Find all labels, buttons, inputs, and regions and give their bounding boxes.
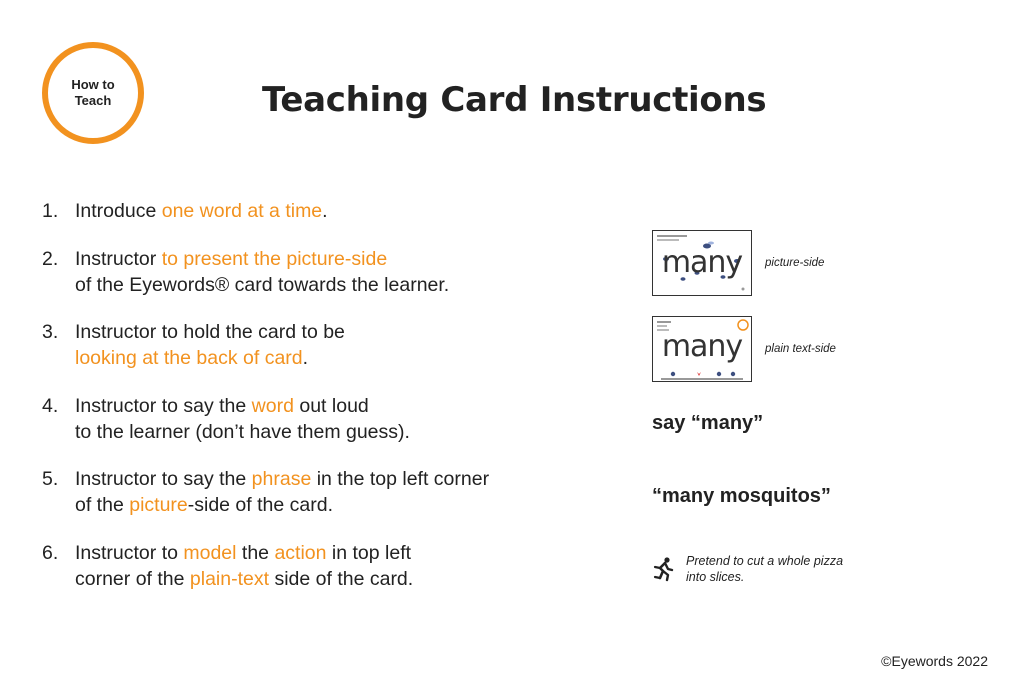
highlighted-text: picture bbox=[129, 494, 188, 516]
step-segment: side of the card. bbox=[269, 568, 414, 590]
step-text bbox=[75, 466, 489, 518]
step-line bbox=[75, 492, 489, 518]
step-text bbox=[75, 540, 413, 592]
step-segment: in top left bbox=[326, 542, 412, 564]
step-line bbox=[75, 466, 489, 492]
highlighted-text: phrase bbox=[251, 468, 312, 490]
plain-text-side-card bbox=[652, 316, 752, 382]
step-line bbox=[75, 345, 345, 371]
step-segment: Instructor to say the bbox=[75, 395, 252, 417]
copyright: ©Eyewords 2022 bbox=[881, 653, 988, 669]
step-number: 5. bbox=[42, 468, 59, 490]
step-line bbox=[75, 198, 328, 224]
step-line bbox=[75, 393, 410, 419]
say-word: say “many” bbox=[652, 412, 764, 434]
card-word: many bbox=[661, 245, 743, 280]
running-person-icon bbox=[650, 556, 676, 582]
step-line bbox=[75, 246, 449, 272]
picture-side-label: picture-side bbox=[765, 257, 825, 269]
highlighted-text: action bbox=[274, 542, 327, 564]
step-segment: of the bbox=[75, 494, 130, 516]
step-segment: Instructor to say the bbox=[75, 468, 252, 490]
badge-label: How to Teach bbox=[71, 77, 115, 108]
step-number: 6. bbox=[42, 542, 59, 564]
step-line bbox=[75, 272, 449, 298]
highlighted-text: model bbox=[183, 542, 237, 564]
step-segment: of the Eyewords® card towards the learner. bbox=[75, 274, 450, 296]
highlighted-text: word bbox=[251, 395, 294, 417]
step-segment: corner of the bbox=[75, 568, 190, 590]
highlighted-text: to present the picture-side bbox=[161, 248, 388, 270]
step-segment: Instructor bbox=[75, 248, 162, 270]
step-segment: Introduce bbox=[75, 200, 162, 222]
step-text bbox=[75, 246, 449, 298]
step-line bbox=[75, 319, 345, 345]
step-segment: Instructor to bbox=[75, 542, 184, 564]
page-title: Teaching Card Instructions bbox=[262, 80, 767, 120]
step-segment: . bbox=[322, 200, 328, 222]
card-word: many bbox=[661, 329, 743, 364]
picture-side-card bbox=[652, 230, 752, 296]
step-segment: in the top left corner bbox=[311, 468, 490, 490]
step-number: 1. bbox=[42, 200, 59, 222]
step-segment: the bbox=[236, 542, 275, 564]
step-segment: to the learner (don’t have them guess). bbox=[75, 421, 410, 443]
step-text bbox=[75, 393, 410, 445]
step-text bbox=[75, 198, 328, 224]
step-number: 2. bbox=[42, 248, 59, 270]
plain-text-side-label: plain text-side bbox=[765, 343, 836, 355]
action-description: Pretend to cut a whole pizza into slices. bbox=[686, 554, 844, 584]
how-to-teach-badge bbox=[42, 42, 144, 144]
step-segment: . bbox=[302, 347, 309, 369]
step-segment: out loud bbox=[293, 395, 369, 417]
highlighted-text: plain-text bbox=[189, 568, 270, 590]
step-segment: Instructor to hold the card to be bbox=[75, 321, 345, 343]
phrase: “many mosquitos” bbox=[652, 485, 831, 507]
step-segment: -side of the card. bbox=[187, 494, 333, 516]
step-text bbox=[75, 319, 345, 371]
highlighted-text: one word at a time bbox=[161, 200, 323, 222]
highlighted-text: looking at the back of card bbox=[75, 347, 303, 369]
step-number: 4. bbox=[42, 395, 59, 417]
step-line bbox=[75, 566, 413, 592]
step-line bbox=[75, 419, 410, 445]
step-line bbox=[75, 540, 413, 566]
step-number: 3. bbox=[42, 321, 59, 343]
